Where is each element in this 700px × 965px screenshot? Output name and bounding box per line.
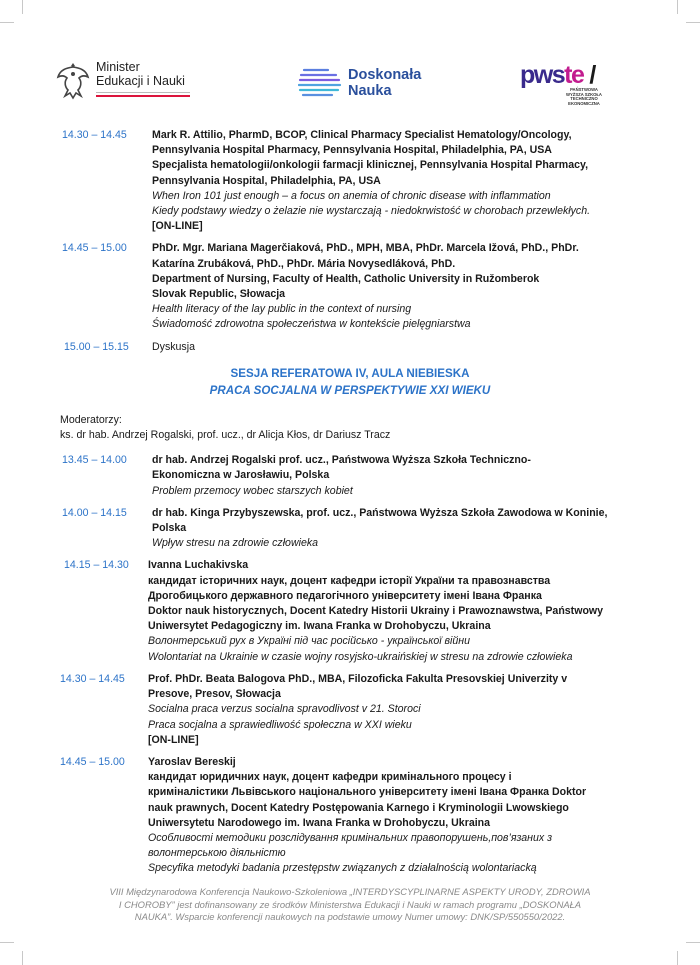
footer-line: VIII Międzynarodowa Konferencja Naukowo-Szkoleniowa „INTERDYSCYPLINARNE ASPEKTY URODY, ZDROWIA [109, 886, 591, 897]
funding-footer [60, 886, 640, 924]
entry-time: 14.45 – 15.00 [60, 755, 125, 768]
speaker-line: Slovak Republic, Słowacja [152, 288, 286, 301]
talk-title: Socialna praca verzus socialna spravodlivost v 21. Storoci [148, 703, 421, 716]
entry-time: 14.00 – 14.15 [62, 506, 127, 519]
online-note: [ON-LINE] [148, 733, 199, 746]
pwste-word-a: pws [520, 61, 565, 89]
mein-line-2: Edukacji i Nauki [96, 74, 185, 88]
moderators-list: ks. dr hab. Andrzej Rogalski, prof. ucz., dr Alicja Kłos, dr Dariusz Tracz [60, 429, 391, 442]
talk-title: When Iron 101 just enough – a focus on anemia of chronic disease with inflammation [152, 189, 551, 202]
programme [0, 128, 700, 884]
dn-line-1: Doskonała [348, 67, 422, 83]
crop-mark [22, 951, 23, 965]
speaker-line: криміналістики Львівського національного університету імені Івана Франка Doktor [148, 786, 587, 799]
footer-line: NAUKA”. Wsparcie konferencji naukowych na podstawie umowy Numer umowy: DNK/SP/550550/2022. [134, 911, 566, 923]
talk-title: Health literacy of the lay public in the context of nursing [152, 303, 412, 316]
talk-title: Wpływ stresu na zdrowie człowieka [152, 537, 319, 550]
speaker-line: Katarína Zrubáková, PhD., PhDr. Mária Novysedláková, PhD. [152, 257, 456, 270]
speaker-line: dr hab. Kinga Przybyszewska, prof. ucz., Państwowa Wyższa Szkoła Zawodowa w Koninie, [152, 506, 608, 519]
talk-title: Kiedy podstawy wiedzy o żelazie nie wystarczają - niedokrwistość w chorobach przewlekłych. [152, 205, 591, 218]
pwste-subtitle: PAŃSTWOWA WYŻSZA SZKOŁA TECHNICZNO EKONOMICZNA [566, 87, 602, 106]
talk-title: Praca socjalna a sprawiedliwość społeczna w XXI wieku [148, 718, 412, 731]
speaker-line: nauk prawnych, Docent Katedry Postępowania Karnego i Kryminologii Lwowskiego [148, 801, 569, 814]
programme-entry [0, 755, 700, 877]
speaker-line: кандидат історичних наук, доцент кафедри історії України та правознавства [148, 574, 551, 587]
speaker-line: Ekonomiczna w Jarosławiu, Polska [152, 469, 330, 482]
entry-time: 14.15 – 14.30 [64, 559, 129, 572]
pwste-word-b: te [564, 61, 584, 89]
footer-line: I CHOROBY” jest dofinansowany ze środków Ministerstwa Edukacji i Nauki w ramach programu „DOSKONAŁA [118, 898, 582, 910]
speaker-line: Pennsylvania Hospital Pharmacy, Pennsylvania Hospital, Philadelphia, PA, USA [152, 144, 552, 157]
mein-logo [56, 60, 190, 100]
crop-mark [686, 22, 700, 23]
session-title: SESJA REFERATOWA IV, AULA NIEBIESKA [230, 366, 470, 380]
speaker-line: Uniwersytetu Narodowego im. Iwana Franka w Drohobyczu, Ukraina [148, 816, 491, 829]
entry-time: 15.00 – 15.15 [64, 340, 129, 353]
doskonala-nauka-mark-icon [298, 66, 342, 100]
speaker-line: Pennsylvania Hospital, Philadelphia, PA, USA [152, 174, 381, 187]
speaker-line: Polska [152, 522, 187, 535]
speaker-line: Yaroslav Bereskij [148, 755, 236, 768]
speaker-line: Department of Nursing, Faculty of Health, Catholic University in Ružomberok [152, 272, 540, 285]
crop-mark [0, 942, 14, 943]
discussion-label: Dyskusja [152, 340, 195, 353]
speaker-line: PhDr. Mgr. Mariana Magerčiaková, PhD., MPH, MBA, PhDr. Marcela Ižová, PhD., PhDr. [152, 242, 579, 255]
session-heading [0, 365, 700, 399]
pwste-logo [520, 61, 602, 106]
mein-line-1: Minister [96, 60, 140, 74]
speaker-line: Presove, Presov, Słowacja [148, 688, 281, 701]
page-header [0, 58, 700, 108]
talk-title: Problem przemocy wobec starszych kobiet [152, 484, 353, 497]
crop-mark [0, 22, 14, 23]
pwste-slash: / [589, 61, 595, 89]
entry-time: 14.45 – 15.00 [62, 242, 127, 255]
moderators-label: Moderatorzy: [60, 413, 122, 426]
programme-entry [0, 672, 700, 748]
crop-mark [22, 0, 23, 14]
talk-title: Wolontariat na Ukrainie w czasie wojny rosyjsko-ukraińskiej w stresu na zdrowie człowieka [148, 650, 573, 663]
flag-bar [96, 92, 190, 97]
programme-entry [0, 506, 700, 552]
entry-time: 14.30 – 14.45 [62, 129, 127, 141]
crop-mark [677, 0, 678, 14]
speaker-line: Ivanna Luchakivska [148, 559, 249, 572]
programme-entry [0, 453, 700, 499]
discussion-entry [0, 340, 700, 355]
speaker-line: dr hab. Andrzej Rogalski prof. ucz., Państwowa Wyższa Szkoła Techniczno- [152, 454, 531, 467]
talk-title: Specyfika metodyki badania przestępstw związanych z działalnością wolontariacką [148, 862, 537, 875]
programme-entry [0, 128, 700, 234]
speaker-line: Prof. PhDr. Beata Balogova PhD., MBA, Filozoficka Fakulta Presovskiej Univerzity v [148, 672, 568, 685]
speaker-line: Specjalista hematologii/onkologii farmacji klinicznej, Pennsylvania Hospital Pharmacy, [152, 159, 589, 172]
online-note: [ON-LINE] [152, 220, 203, 233]
crop-mark [677, 951, 678, 965]
entry-time: 13.45 – 14.00 [62, 454, 127, 467]
talk-title: Волонтерський рух в Україні під час російсько - української війни [148, 635, 471, 648]
speaker-line: Uniwersytet Pedagogiczny im. Iwana Franka w Drohobyczu, Ukraina [148, 620, 491, 633]
doskonala-nauka-logo [298, 66, 421, 100]
talk-title: Особливості методики розслідування кримінальних правопорушень,пов’язаних з [148, 831, 553, 844]
dn-line-2: Nauka [348, 83, 392, 99]
session-subtitle: PRACA SOCJALNA W PERSPEKTYWIE XXI WIEKU [209, 383, 491, 397]
speaker-line: кандидат юридичних наук, доцент кафедри кримінального процесу і [148, 771, 512, 784]
talk-title: Świadomość zdrowotna społeczeństwa w kontekście pielęgniarstwa [152, 318, 471, 331]
talk-title: волонтерською діяльністю [148, 847, 286, 860]
crop-mark [686, 942, 700, 943]
speaker-line: Mark R. Attilio, PharmD, BCOP, Clinical Pharmacy Specialist Hematology/Oncology, [152, 129, 572, 141]
entry-time: 14.30 – 14.45 [60, 672, 125, 685]
speaker-line: Doktor nauk historycznych, Docent Katedry Historii Ukrainy i Prawoznawstwa, Państwowy [148, 605, 604, 618]
polish-eagle-icon [56, 60, 90, 100]
programme-entry [0, 558, 700, 664]
speaker-line: Дрогобицького державного педагогічного університету імені Івана Франка [148, 589, 542, 602]
programme-entry [0, 241, 700, 332]
